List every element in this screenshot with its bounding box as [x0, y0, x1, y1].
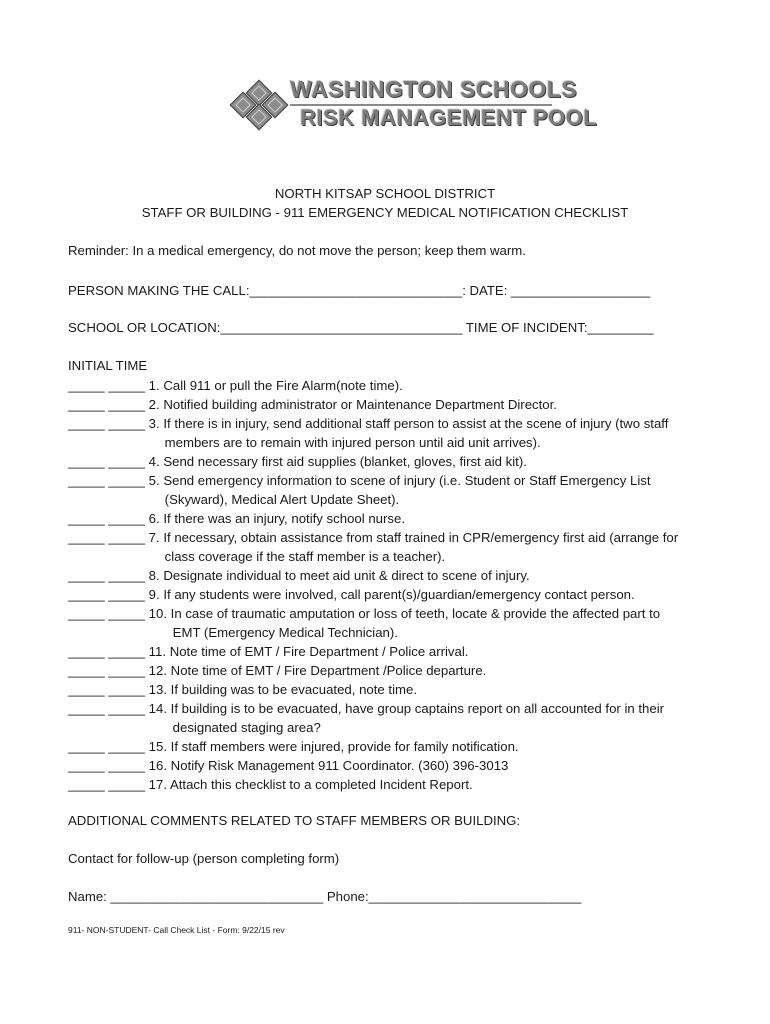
time-blanks[interactable]: _____ _____	[68, 758, 149, 773]
time-blanks[interactable]: _____ _____	[68, 473, 149, 488]
checklist-item	[68, 661, 748, 680]
checklist-item	[68, 737, 748, 756]
item-continuation: members are to remain with injured person until aid unit arrives).	[164, 435, 541, 450]
time-blanks[interactable]: _____ _____	[68, 454, 149, 469]
checklist-item	[68, 699, 748, 737]
checklist-item	[68, 414, 748, 452]
item-text: 9. If any students were involved, call parent(s)/guardian/emergency contact person.	[148, 587, 635, 602]
time-blanks[interactable]: _____ _____	[68, 530, 149, 545]
checklist-item	[68, 680, 748, 699]
checklist-item	[68, 642, 748, 661]
item-continuation: (Skyward), Medical Alert Update Sheet).	[164, 492, 400, 507]
item-text: 8. Designate individual to meet aid unit & direct to scene of injury.	[148, 568, 530, 583]
time-blanks[interactable]: _____ _____	[68, 511, 149, 526]
school-location-field[interactable]: SCHOOL OR LOCATION:_________________________________ TIME OF INCIDENT:_________	[68, 320, 654, 335]
form-title: STAFF OR BUILDING - 911 EMERGENCY MEDICAL NOTIFICATION CHECKLIST	[141, 205, 629, 220]
item-text: 5. Send emergency information to scene of injury (i.e. Student or Staff Emergency List	[148, 473, 651, 488]
contact-label: Contact for follow-up (person completing form)	[68, 851, 340, 866]
item-text: 13. If building was to be evacuated, note time.	[148, 682, 417, 697]
item-text: 3. If there is in injury, send additional staff person to assist at the scene of injury (two staff	[148, 416, 669, 431]
time-blanks[interactable]: _____ _____	[68, 777, 149, 792]
item-text: 12. Note time of EMT / Fire Department /Police departure.	[148, 663, 487, 678]
name-phone-field[interactable]: Name: _____________________________ Phone:_____________________________	[68, 889, 582, 904]
time-blanks[interactable]: _____ _____	[68, 739, 149, 754]
time-blanks[interactable]: _____ _____	[68, 587, 149, 602]
item-text: 6. If there was an injury, notify school nurse.	[148, 511, 405, 526]
organization-logo	[226, 72, 598, 142]
item-text: 1. Call 911 or pull the Fire Alarm(note time).	[148, 378, 403, 393]
checklist-item	[68, 756, 748, 775]
checklist-item	[68, 528, 748, 566]
checklist-item	[68, 376, 748, 395]
item-text: 11. Note time of EMT / Fire Department / Police arrival.	[148, 644, 469, 659]
logo-title: WASHINGTON SCHOOLS	[290, 76, 578, 102]
reminder-text: Reminder: In a medical emergency, do not move the person; keep them warm.	[68, 243, 526, 258]
checklist-item	[68, 604, 748, 642]
checklist-item	[68, 452, 748, 471]
time-blanks[interactable]: _____ _____	[68, 663, 149, 678]
item-continuation: EMT (Emergency Medical Technician).	[172, 625, 398, 640]
checklist-item	[68, 775, 748, 794]
checklist-item	[68, 585, 748, 604]
item-text: 2. Notified building administrator or Maintenance Department Director.	[148, 397, 557, 412]
time-blanks[interactable]: _____ _____	[68, 378, 149, 393]
item-text: 14. If building is to be evacuated, have group captains report on all accounted for in their	[148, 701, 665, 716]
item-text: 15. If staff members were injured, provide for family notification.	[148, 739, 519, 754]
checklist-item	[68, 509, 748, 528]
time-blanks[interactable]: _____ _____	[68, 644, 149, 659]
item-text: 7. If necessary, obtain assistance from staff trained in CPR/emergency first aid (arrange for	[148, 530, 679, 545]
item-text: 4. Send necessary first aid supplies (blanket, gloves, first aid kit).	[148, 454, 527, 469]
logo-subtitle: RISK MANAGEMENT POOL	[300, 105, 598, 130]
item-text: 17. Attach this checklist to a completed Incident Report.	[148, 777, 473, 792]
time-blanks[interactable]: _____ _____	[68, 606, 149, 621]
checklist-item	[68, 395, 748, 414]
time-blanks[interactable]: _____ _____	[68, 397, 149, 412]
district-heading: NORTH KITSAP SCHOOL DISTRICT	[274, 186, 496, 201]
time-blanks[interactable]: _____ _____	[68, 701, 149, 716]
time-blanks[interactable]: _____ _____	[68, 568, 149, 583]
item-text: 10. In case of traumatic amputation or loss of teeth, locate & provide the affected part to	[148, 606, 661, 621]
additional-comments-label: ADDITIONAL COMMENTS RELATED TO STAFF MEMBERS OR BUILDING:	[68, 813, 521, 828]
checklist-item	[68, 471, 748, 509]
time-blanks[interactable]: _____ _____	[68, 416, 149, 431]
item-continuation: designated staging area?	[172, 720, 321, 735]
item-text: 16. Notify Risk Management 911 Coordinator. (360) 396-3013	[148, 758, 509, 773]
initial-time-label: INITIAL TIME	[68, 358, 148, 373]
person-making-call-field[interactable]: PERSON MAKING THE CALL:_____________________________: DATE: ___________________	[68, 283, 651, 298]
item-continuation: class coverage if the staff member is a teacher).	[164, 549, 446, 564]
checklist-item	[68, 566, 748, 585]
checklist	[68, 376, 748, 794]
time-blanks[interactable]: _____ _____	[68, 682, 149, 697]
form-footer: 911- NON-STUDENT- Call Check List - Form: 9/22/15 rev	[68, 925, 285, 935]
interlocking-squares-emblem-icon	[226, 78, 290, 138]
